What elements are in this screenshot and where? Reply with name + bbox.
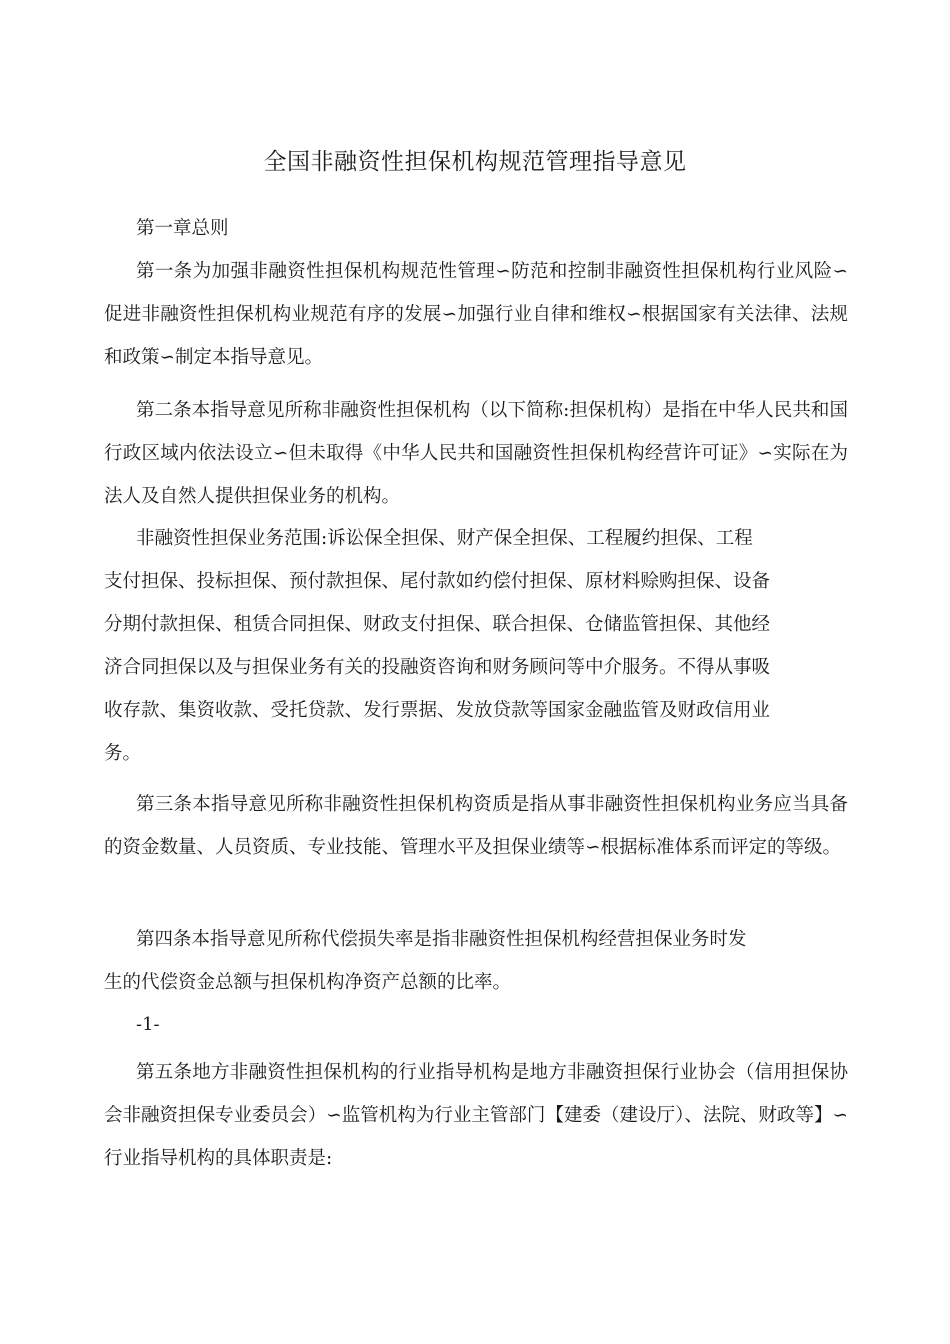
business-scope-line: 非融资性担保业务范围:诉讼保全担保、财产保全担保、工程履约担保、工程 bbox=[136, 528, 753, 549]
document-title: 全国非融资性担保机构规范管理指导意见 bbox=[263, 149, 687, 175]
business-scope-line: 支付担保、投标担保、预付款担保、尾付款如约偿付担保、原材料赊购担保、设备 bbox=[104, 571, 771, 592]
article-3: 第三条本指导意见所称非融资性担保机构资质是指从事非融资性担保机构业务应当具备的资金数量、人员资质、专业技能、管理水平及担保业绩等∽根据标准体系而评定的等级。 bbox=[104, 794, 848, 858]
article-2: 第二条本指导意见所称非融资性担保机构（以下简称:担保机构）是指在中华人民共和国行政区域内依法设立∽但未取得《中华人民共和国融资性担保机构经营许可证》∽实际在为法人及自然人提供担保业务的机构。 bbox=[104, 400, 848, 507]
article-4-line: 第四条本指导意见所称代偿损失率是指非融资性担保机构经营担保业务时发 bbox=[136, 929, 747, 950]
page-number: -1- bbox=[136, 1014, 160, 1035]
business-scope-line: 收存款、集资收款、受托贷款、发行票据、发放贷款等国家金融监管及财政信用业 bbox=[104, 700, 771, 721]
article-1: 第一条为加强非融资性担保机构规范性管理∽防范和控制非融资性担保机构行业风险∽促进非融资性担保机构业规范有序的发展∽加强行业自律和维权∽根据国家有关法律、法规和政策∽制定本指导意见。 bbox=[104, 261, 848, 368]
business-scope-line: 分期付款担保、租赁合同担保、财政支付担保、联合担保、仓储监管担保、其他经 bbox=[104, 614, 771, 635]
article-4-line: 生的代偿资金总额与担保机构净资产总额的比率。 bbox=[104, 972, 512, 993]
chapter-heading: 第一章总则 bbox=[136, 218, 229, 239]
business-scope-line: 务。 bbox=[104, 743, 142, 764]
business-scope-line: 济合同担保以及与担保业务有关的投融资咨询和财务顾问等中介服务。不得从事吸 bbox=[104, 657, 771, 678]
article-5: 第五条地方非融资性担保机构的行业指导机构是地方非融资担保行业协会（信用担保协会非融资担保专业委员会）∽监管机构为行业主管部门【建委（建设厅）、法院、财政等】∽行业指导机构的具体职责是: bbox=[104, 1062, 848, 1169]
